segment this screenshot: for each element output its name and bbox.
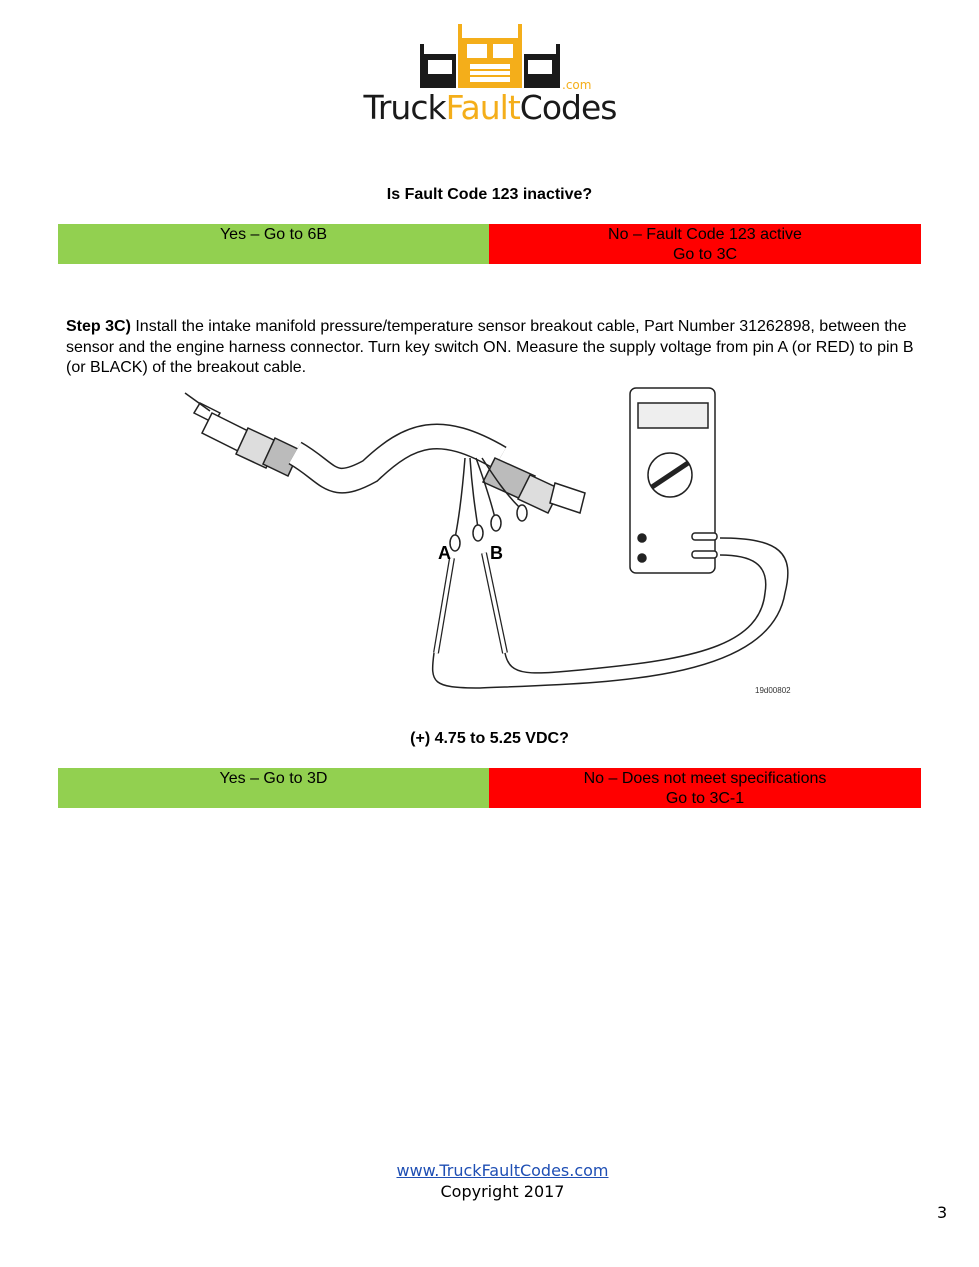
brand-part-2: Fault — [445, 88, 520, 127]
copyright: Copyright 2017 — [440, 1182, 565, 1201]
no-answer-2 — [489, 768, 921, 808]
no-answer-2-line-2: Go to 3C-1 — [665, 790, 745, 807]
brand-com: .com — [562, 78, 592, 92]
no-answer-2-line-1: No – Does not meet specifications — [583, 770, 827, 787]
figure-id: 19d00802 — [755, 686, 791, 695]
page-number: 3 — [937, 1203, 948, 1222]
pin-a-label: A — [438, 543, 451, 563]
pressure-sensor-icon — [185, 393, 300, 476]
yes-answer-1 — [58, 224, 489, 264]
yes-answer-2 — [58, 768, 489, 808]
website-link[interactable]: www.TruckFaultCodes.com — [396, 1161, 609, 1180]
question-2: (+) 4.75 to 5.25 VDC? — [410, 730, 569, 747]
answer-row-1 — [58, 224, 921, 264]
answer-row-2 — [58, 768, 921, 808]
question-1: Is Fault Code 123 inactive? — [386, 186, 593, 203]
brand-wordmark — [360, 88, 620, 128]
brand-part-1: Truck — [363, 88, 446, 127]
step-body: Install the intake manifold pressure/temperature sensor breakout cable, Part Number 31262898, between the sensor and the engine harness connector. Turn key switch ON. Measure the supply voltage from pin A (or RED) to pin B (or BLACK) of the breakout cable. — [66, 318, 914, 376]
step-label: Step 3C) — [66, 318, 131, 335]
yes-answer-2-text: Yes – Go to 3D — [219, 770, 328, 787]
step-instructions — [66, 317, 916, 379]
no-answer-1-line-2: Go to 3C — [672, 246, 738, 263]
harness-connector-icon — [483, 458, 585, 513]
no-answer-1 — [489, 224, 921, 264]
brand-part-3: Codes — [519, 88, 617, 127]
breakout-cable-diagram — [180, 383, 800, 703]
pin-b-label: B — [490, 543, 503, 563]
multimeter-icon — [630, 388, 717, 573]
yes-answer-1-text: Yes – Go to 6B — [219, 226, 328, 243]
no-answer-1-line-1: No – Fault Code 123 active — [608, 226, 802, 243]
